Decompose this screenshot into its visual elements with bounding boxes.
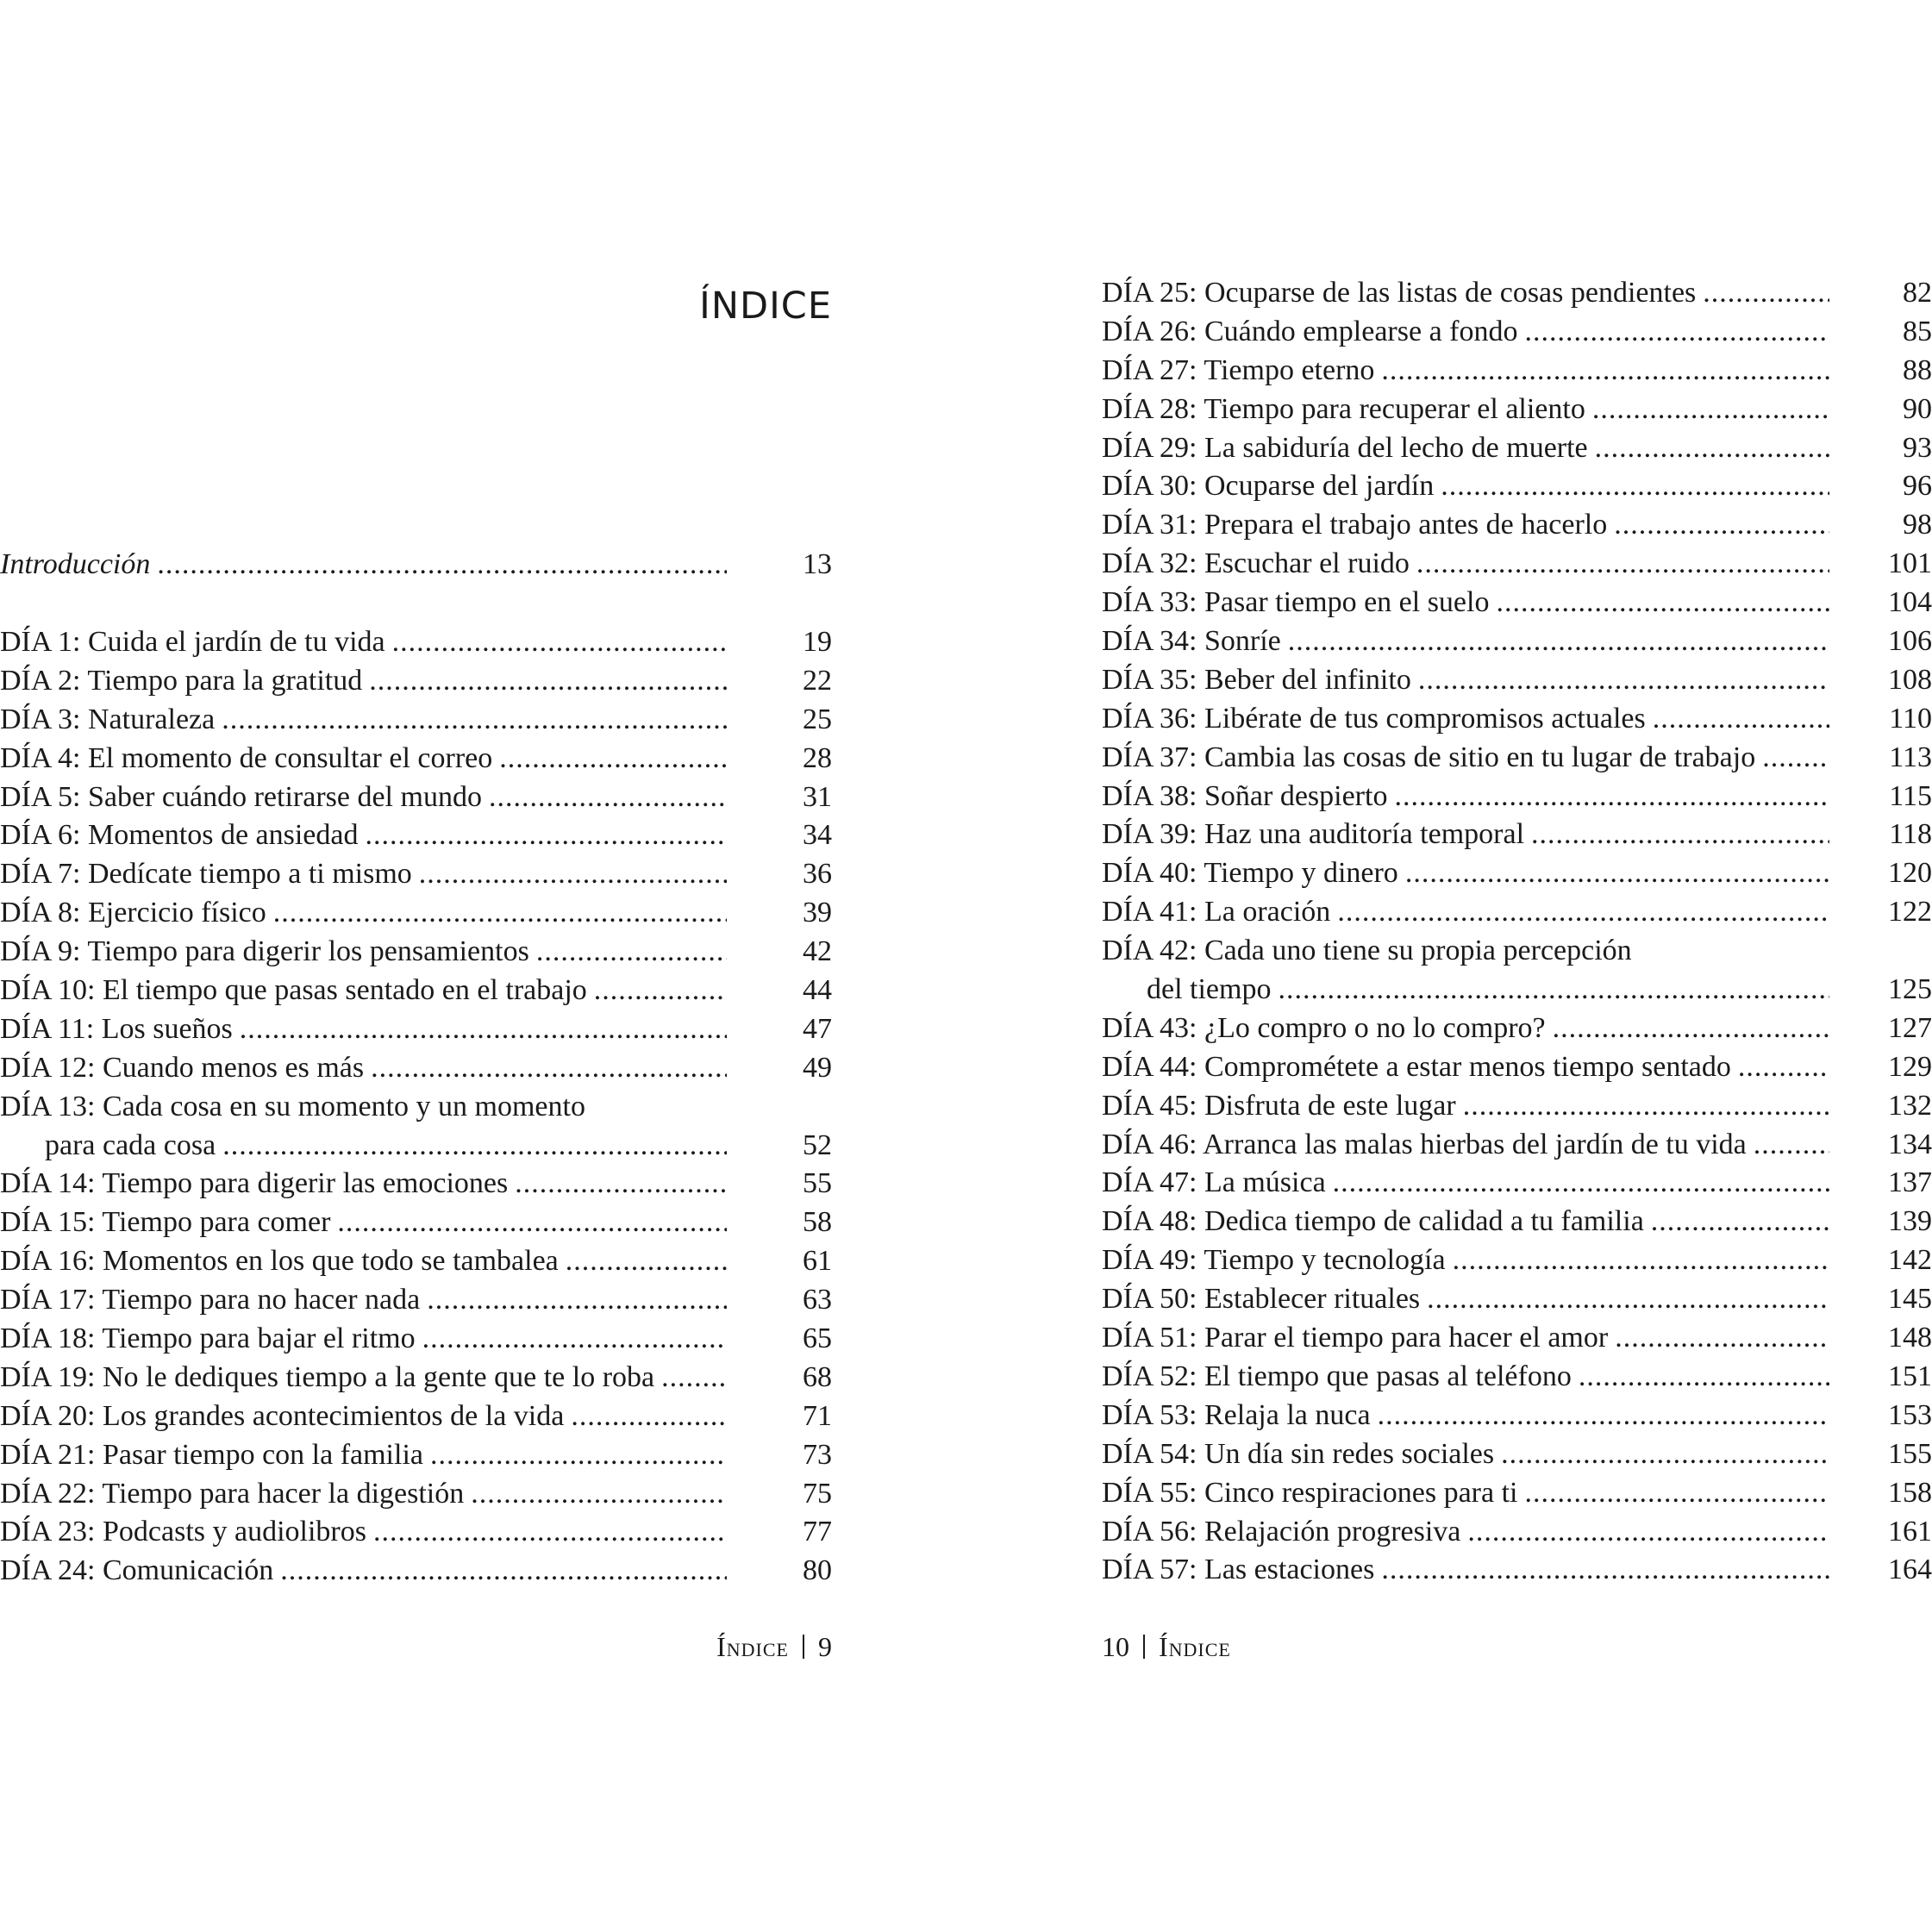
- toc-entry[interactable]: [1102, 1319, 1932, 1358]
- toc-entry-title: DÍA 23: Podcasts y audiolibros: [0, 1516, 366, 1548]
- toc-entry-page: 153: [1888, 1398, 1932, 1431]
- dot-leader: [471, 1475, 727, 1514]
- toc-entry[interactable]: [1102, 739, 1932, 778]
- dot-leader: [1288, 622, 1829, 661]
- dot-leader: [1579, 1358, 1829, 1397]
- toc-entry-page: 96: [1903, 470, 1932, 503]
- footer-separator: [803, 1635, 804, 1659]
- dot-leader: [1592, 391, 1829, 429]
- toc-entry[interactable]: [0, 1359, 832, 1397]
- toc-entry-page: 101: [1888, 547, 1932, 580]
- toc-entry-title: DÍA 35: Beber del infinito: [1102, 663, 1411, 696]
- toc-entry[interactable]: [0, 1010, 832, 1049]
- dot-leader: [1381, 352, 1829, 391]
- dot-leader: [1441, 467, 1829, 506]
- toc-entry-title: DÍA 39: Haz una auditoría temporal: [1102, 818, 1525, 851]
- toc-entry-title: DÍA 20: Los grandes acontecimientos de la vida: [0, 1399, 565, 1432]
- toc-entry-title: DÍA 47: La música: [1102, 1166, 1326, 1199]
- toc-entry-page: 122: [1888, 896, 1932, 928]
- toc-entry-title: DÍA 54: Un día sin redes sociales: [1102, 1437, 1495, 1470]
- dot-leader: [1416, 545, 1829, 584]
- toc-entry[interactable]: [1102, 700, 1932, 739]
- toc-entry-title: DÍA 17: Tiempo para no hacer nada: [0, 1284, 421, 1316]
- toc-entry[interactable]: [1102, 1010, 1932, 1048]
- toc-entry-page: 155: [1888, 1437, 1932, 1470]
- toc-entry-title: DÍA 16: Momentos en los que todo se tambalea: [0, 1245, 559, 1278]
- toc-entry-page: 90: [1903, 392, 1932, 425]
- dot-leader: [1595, 429, 1829, 468]
- toc-entry[interactable]: [0, 1320, 832, 1359]
- toc-entry-title: DÍA 8: Ejercicio físico: [0, 897, 266, 929]
- toc-entry-title: DÍA 37: Cambia las cosas de sitio en tu lugar de trabajo: [1102, 741, 1756, 773]
- toc-entry[interactable]: [1102, 778, 1932, 816]
- toc-entry-title: DÍA 33: Pasar tiempo en el suelo: [1102, 586, 1490, 619]
- toc-entry-page: 125: [1888, 973, 1932, 1006]
- toc-entry[interactable]: [0, 972, 832, 1010]
- toc-entry-page: 19: [803, 626, 832, 658]
- toc-entry[interactable]: [0, 778, 832, 817]
- toc-entry-page: 49: [803, 1051, 832, 1084]
- dot-leader: [1496, 584, 1829, 622]
- running-head: Índice: [1159, 1631, 1231, 1662]
- dot-leader: [1651, 1203, 1829, 1241]
- toc-entry-page: 82: [1903, 277, 1932, 309]
- dot-leader: [489, 778, 727, 817]
- dot-leader: [1427, 1280, 1829, 1319]
- toc-entry[interactable]: [0, 1281, 832, 1320]
- toc-entry-page: 44: [803, 974, 832, 1007]
- dot-leader: [1762, 739, 1829, 778]
- toc-entry[interactable]: [0, 1475, 832, 1514]
- toc-entry-page: 137: [1888, 1166, 1932, 1199]
- dot-leader: [1337, 893, 1829, 932]
- toc-entry[interactable]: [1102, 816, 1932, 854]
- toc-entry[interactable]: [0, 1049, 832, 1088]
- toc-entry-title: DÍA 6: Momentos de ansiedad: [0, 819, 359, 852]
- toc-entry[interactable]: [0, 623, 832, 662]
- toc-entry-title: DÍA 7: Dedícate tiempo a ti mismo: [0, 858, 412, 891]
- toc-entry-title: DÍA 51: Parar el tiempo para hacer el amor: [1102, 1322, 1609, 1354]
- toc-entry-title: DÍA 55: Cinco respiraciones para ti: [1102, 1476, 1518, 1509]
- toc-entry-title: DÍA 38: Soñar despierto: [1102, 779, 1388, 812]
- toc-entry-title: DÍA 28: Tiempo para recuperar el aliento: [1102, 392, 1585, 425]
- toc-entry-title: DÍA 10: El tiempo que pasas sentado en el trabajo: [0, 974, 587, 1007]
- toc-entry-title: DÍA 30: Ocuparse del jardín: [1102, 470, 1435, 503]
- dot-leader: [422, 1320, 727, 1359]
- toc-entry-title: DÍA 13: Cada cosa en su momento y un momento: [0, 1090, 585, 1122]
- dot-leader: [273, 894, 727, 933]
- toc-entry-title: DÍA 27: Tiempo eterno: [1102, 353, 1375, 386]
- toc-entry-page: 31: [803, 780, 832, 813]
- toc-entry-page: 28: [803, 741, 832, 774]
- toc-entry-title: DÍA 43: ¿Lo compro o no lo compro?: [1102, 1011, 1546, 1044]
- toc-entry-title: DÍA 46: Arranca las malas hierbas del jardín de tu vida: [1102, 1128, 1747, 1160]
- toc-entry-page: 113: [1889, 741, 1932, 773]
- toc-entry-title: DÍA 24: Comunicación: [0, 1554, 274, 1587]
- toc-entry[interactable]: [1102, 1048, 1932, 1087]
- dot-leader: [1467, 1513, 1829, 1552]
- toc-entry[interactable]: [0, 1513, 832, 1552]
- toc-entry-page: 61: [803, 1245, 832, 1278]
- dot-leader: [1418, 661, 1829, 700]
- toc-entry-page: 106: [1888, 625, 1932, 658]
- dot-leader: [1614, 506, 1829, 545]
- toc-entry-title: para cada cosa: [45, 1129, 216, 1161]
- toc-entry-page: 63: [803, 1284, 832, 1316]
- toc-list-left: [0, 623, 832, 1591]
- dot-leader: [661, 1359, 727, 1397]
- toc-entry-title: DÍA 45: Disfruta de este lugar: [1102, 1089, 1456, 1122]
- toc-entry-page: 13: [803, 548, 832, 580]
- toc-entry[interactable]: [0, 894, 832, 933]
- index-title: ÍNDICE: [699, 284, 832, 328]
- toc-entry[interactable]: [1102, 1280, 1932, 1319]
- toc-entry[interactable]: [1102, 1513, 1932, 1552]
- toc-entry-page: 71: [803, 1399, 832, 1432]
- toc-entry-title: DÍA 52: El tiempo que pasas al teléfono: [1102, 1360, 1572, 1392]
- dot-leader: [1278, 971, 1829, 1010]
- toc-entry-page: 77: [803, 1516, 832, 1548]
- toc-entry[interactable]: [0, 855, 832, 894]
- toc-entry-title: DÍA 22: Tiempo para hacer la digestión: [0, 1477, 465, 1510]
- toc-entry-page: 68: [803, 1360, 832, 1393]
- dot-leader: [515, 1165, 727, 1204]
- toc-entry-page: 55: [803, 1167, 832, 1200]
- toc-entry[interactable]: [0, 1397, 832, 1436]
- toc-entry-title: DÍA 44: Comprométete a estar menos tiempo sentado: [1102, 1050, 1731, 1083]
- dot-leader: [337, 1204, 727, 1242]
- toc-entry[interactable]: [1102, 854, 1932, 893]
- dot-leader: [594, 972, 727, 1010]
- toc-entry-page: 134: [1888, 1128, 1932, 1160]
- toc-entry[interactable]: [1102, 467, 1932, 506]
- toc-entry-title: DÍA 32: Escuchar el ruido: [1102, 547, 1410, 580]
- toc-entry-title: del tiempo: [1147, 973, 1272, 1006]
- toc-entry[interactable]: [1102, 352, 1932, 391]
- toc-entry[interactable]: [1102, 932, 1932, 971]
- toc-entry-page: 52: [803, 1129, 832, 1161]
- toc-entry-page: 88: [1903, 353, 1932, 386]
- toc-list-right: [1102, 274, 1932, 1590]
- toc-entry-title: DÍA 11: Los sueños: [0, 1012, 233, 1045]
- toc-entry[interactable]: [1102, 661, 1932, 700]
- running-head: Índice: [716, 1631, 789, 1662]
- page-number: 10: [1102, 1631, 1129, 1662]
- toc-entry[interactable]: [1102, 1474, 1932, 1513]
- toc-entry-page: 42: [803, 935, 832, 968]
- toc-entry-introduction[interactable]: [0, 546, 832, 585]
- toc-entry-page: 93: [1903, 431, 1932, 464]
- toc-entry[interactable]: [1102, 893, 1932, 932]
- toc-entry[interactable]: [1102, 545, 1932, 584]
- dot-leader: [1754, 1126, 1829, 1165]
- toc-entry[interactable]: [1102, 391, 1932, 429]
- dot-leader: [571, 1397, 727, 1436]
- dot-leader: [373, 1513, 727, 1552]
- toc-entry-title: DÍA 31: Prepara el trabajo antes de hacerlo: [1102, 509, 1608, 541]
- dot-leader: [1501, 1435, 1829, 1474]
- toc-entry[interactable]: [1102, 1397, 1932, 1435]
- toc-entry-page: 36: [803, 858, 832, 891]
- toc-entry-page: 161: [1888, 1515, 1932, 1547]
- toc-entry-page: 148: [1888, 1322, 1932, 1354]
- dot-leader: [369, 662, 727, 701]
- toc-entry-title: DÍA 4: El momento de consultar el correo: [0, 741, 493, 774]
- dot-leader: [1333, 1164, 1829, 1203]
- dot-leader: [1378, 1397, 1829, 1435]
- toc-entry[interactable]: [0, 1165, 832, 1204]
- toc-entry[interactable]: [0, 1127, 832, 1166]
- toc-entry-page: 164: [1888, 1554, 1932, 1586]
- dot-leader: [1738, 1048, 1829, 1087]
- toc-entry-page: 120: [1888, 857, 1932, 890]
- page-number: 9: [818, 1631, 832, 1662]
- dot-leader: [371, 1049, 727, 1088]
- toc-entry-title: DÍA 21: Pasar tiempo con la familia: [0, 1438, 423, 1471]
- toc-entry-title: DÍA 1: Cuida el jardín de tu vida: [0, 626, 385, 658]
- dot-leader: [419, 855, 727, 894]
- toc-entry-title: DÍA 40: Tiempo y dinero: [1102, 857, 1398, 890]
- toc-entry-page: 75: [803, 1477, 832, 1510]
- toc-entry-title: DÍA 42: Cada uno tiene su propia percepción: [1102, 935, 1632, 967]
- toc-entry[interactable]: [0, 1204, 832, 1242]
- footer-separator: [1143, 1635, 1145, 1659]
- toc-entry-title: DÍA 12: Cuando menos es más: [0, 1051, 365, 1084]
- toc-entry-page: 58: [803, 1206, 832, 1239]
- toc-entry-page: 25: [803, 703, 832, 735]
- toc-entry-title: DÍA 29: La sabiduría del lecho de muerte: [1102, 431, 1588, 464]
- toc-entry-page: 139: [1888, 1205, 1932, 1238]
- toc-entry-page: 158: [1888, 1476, 1932, 1509]
- toc-entry-page: 108: [1888, 663, 1932, 696]
- toc-entry[interactable]: [1102, 274, 1932, 313]
- dot-leader: [1524, 1474, 1829, 1513]
- dot-leader: [1653, 700, 1829, 739]
- toc-entry[interactable]: [1102, 622, 1932, 661]
- toc-entry-page: 39: [803, 897, 832, 929]
- dot-leader: [222, 1127, 727, 1166]
- toc-entry-title: DÍA 19: No le dediques tiempo a la gente que te lo roba: [0, 1360, 655, 1393]
- toc-entry-page: 118: [1889, 818, 1932, 851]
- toc-entry-page: 22: [803, 664, 832, 697]
- toc-entry-title: DÍA 48: Dedica tiempo de calidad a tu familia: [1102, 1205, 1644, 1238]
- toc-entry[interactable]: [0, 1436, 832, 1475]
- dot-leader: [222, 701, 727, 740]
- toc-entry-title: Introducción: [0, 548, 151, 580]
- toc-entry-page: 104: [1888, 586, 1932, 619]
- toc-entry[interactable]: [1102, 506, 1932, 545]
- toc-entry-title: DÍA 5: Saber cuándo retirarse del mundo: [0, 780, 482, 813]
- toc-entry-title: DÍA 26: Cuándo emplearse a fondo: [1102, 315, 1518, 347]
- dot-leader: [566, 1242, 727, 1281]
- toc-entry[interactable]: [0, 701, 832, 740]
- dot-leader: [1525, 313, 1830, 352]
- toc-entry[interactable]: [1102, 429, 1932, 468]
- toc-entry[interactable]: [1102, 971, 1932, 1010]
- toc-entry-page: 132: [1888, 1089, 1932, 1122]
- toc-entry[interactable]: [0, 933, 832, 972]
- toc-entry-title: DÍA 49: Tiempo y tecnología: [1102, 1244, 1446, 1277]
- right-page-footer: [1102, 1627, 1231, 1666]
- dot-leader: [1463, 1087, 1829, 1126]
- toc-entry[interactable]: [1102, 1087, 1932, 1126]
- toc-entry-page: 85: [1903, 315, 1932, 347]
- toc-entry[interactable]: [1102, 1358, 1932, 1397]
- dot-leader: [1405, 854, 1829, 893]
- left-page-footer: [716, 1627, 832, 1666]
- dot-leader: [427, 1281, 727, 1320]
- dot-leader: [1381, 1551, 1829, 1590]
- toc-entry[interactable]: [1102, 584, 1932, 622]
- toc-entry-title: DÍA 57: Las estaciones: [1102, 1554, 1375, 1586]
- toc-entry-title: DÍA 14: Tiempo para digerir las emociones: [0, 1167, 509, 1200]
- toc-entry-page: 145: [1888, 1283, 1932, 1316]
- toc-entry-page: 129: [1888, 1050, 1932, 1083]
- toc-entry[interactable]: [0, 662, 832, 701]
- dot-leader: [1453, 1241, 1829, 1280]
- toc-entry[interactable]: [1102, 313, 1932, 352]
- toc-entry-page: 80: [803, 1554, 832, 1587]
- toc-entry[interactable]: [1102, 1435, 1932, 1474]
- toc-entry[interactable]: [0, 816, 832, 855]
- dot-leader: [392, 623, 727, 662]
- dot-leader: [157, 546, 727, 585]
- dot-leader: [280, 1552, 727, 1591]
- toc-entry[interactable]: [1102, 1164, 1932, 1203]
- toc-entry[interactable]: [1102, 1126, 1932, 1165]
- dot-leader: [1394, 778, 1829, 816]
- toc-entry[interactable]: [0, 740, 832, 778]
- toc-entry-title: DÍA 50: Establecer rituales: [1102, 1283, 1421, 1316]
- toc-entry-title: DÍA 36: Libérate de tus compromisos actuales: [1102, 702, 1646, 735]
- toc-entry-page: 110: [1889, 702, 1932, 735]
- toc-entry-title: DÍA 34: Sonríe: [1102, 625, 1281, 658]
- dot-leader: [430, 1436, 727, 1475]
- dot-leader: [1703, 274, 1829, 313]
- toc-entry[interactable]: [1102, 1551, 1932, 1590]
- toc-entry-title: DÍA 18: Tiempo para bajar el ritmo: [0, 1322, 416, 1355]
- toc-entry-title: DÍA 15: Tiempo para comer: [0, 1206, 331, 1239]
- toc-entry-title: DÍA 41: La oración: [1102, 896, 1331, 928]
- toc-entry-page: 98: [1903, 509, 1932, 541]
- toc-entry-page: 142: [1888, 1244, 1932, 1277]
- dot-leader: [240, 1010, 727, 1049]
- toc-entry[interactable]: [0, 1088, 832, 1127]
- toc-entry-title: DÍA 3: Naturaleza: [0, 703, 216, 735]
- dot-leader: [1553, 1010, 1829, 1048]
- toc-entry[interactable]: [1102, 1241, 1932, 1280]
- dot-leader: [499, 740, 727, 778]
- toc-entry-page: 151: [1888, 1360, 1932, 1392]
- toc-entry-title: DÍA 53: Relaja la nuca: [1102, 1398, 1371, 1431]
- toc-entry-title: DÍA 25: Ocuparse de las listas de cosas pendientes: [1102, 277, 1697, 309]
- intro-entry-block: [0, 546, 832, 585]
- toc-entry[interactable]: [1102, 1203, 1932, 1241]
- dot-leader: [536, 933, 727, 972]
- toc-entry-page: 127: [1888, 1011, 1932, 1044]
- toc-entry-title: DÍA 9: Tiempo para digerir los pensamientos: [0, 935, 529, 968]
- toc-entry[interactable]: [0, 1552, 832, 1591]
- dot-leader: [1531, 816, 1829, 854]
- toc-entry-title: DÍA 56: Relajación progresiva: [1102, 1515, 1461, 1547]
- toc-entry-page: 65: [803, 1322, 832, 1355]
- toc-entry-page: 47: [803, 1012, 832, 1045]
- toc-entry-page: 73: [803, 1438, 832, 1471]
- dot-leader: [366, 816, 728, 855]
- toc-entry-title: DÍA 2: Tiempo para la gratitud: [0, 664, 363, 697]
- toc-entry-page: 34: [803, 819, 832, 852]
- toc-entry[interactable]: [0, 1242, 832, 1281]
- dot-leader: [1615, 1319, 1829, 1358]
- toc-entry-page: 115: [1889, 779, 1932, 812]
